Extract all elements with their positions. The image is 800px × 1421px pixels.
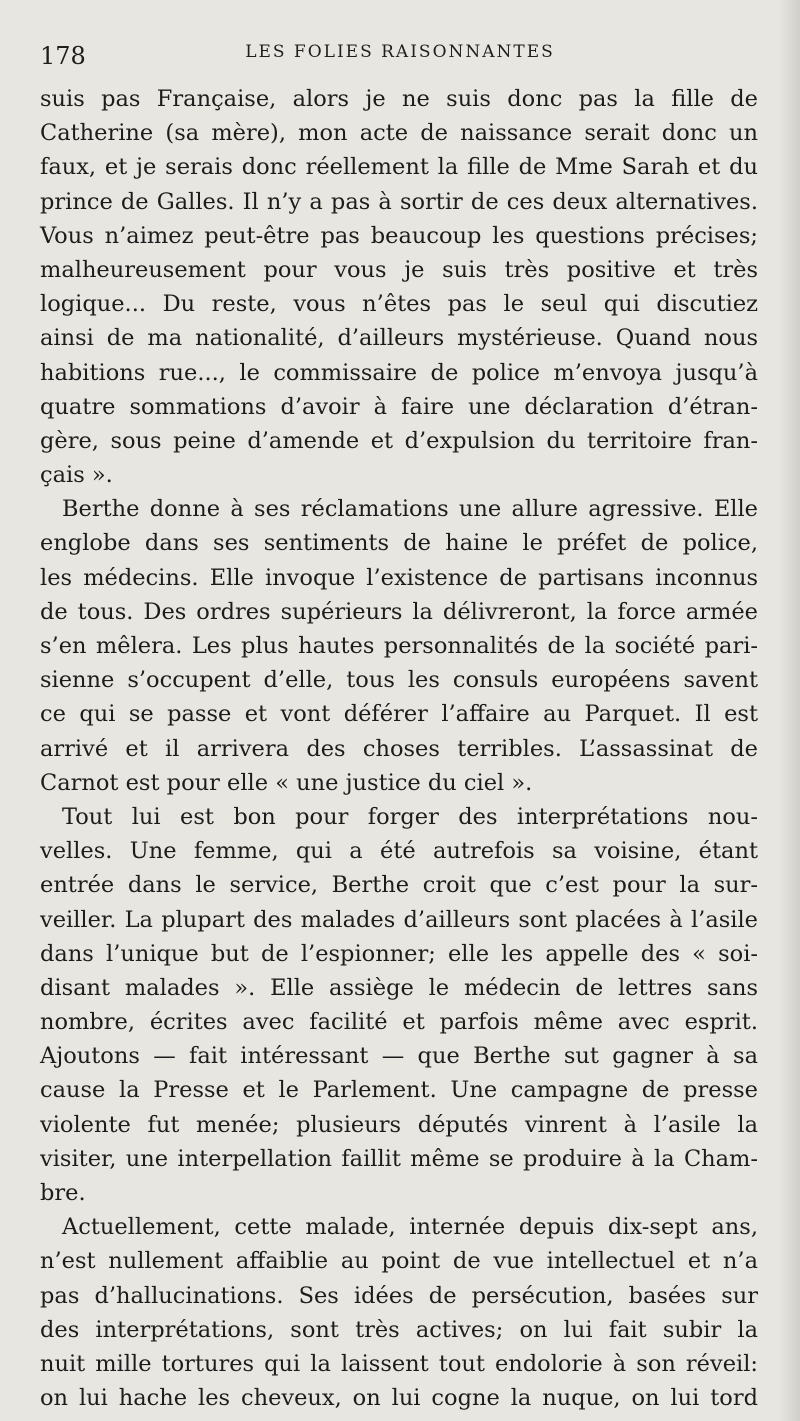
text-line: Tout lui est bon pour forger des interprétations nou- [62,803,758,830]
text-line: faux, et je serais donc réellement la fille de Mme Sarah et du [40,154,758,181]
text-line: pas d’hallucinations. Ses idées de persécution, basées sur [40,1282,758,1309]
paragraph [40,82,758,492]
text-line: Vous n’aimez peut-être pas beaucoup les questions précises; [40,222,758,249]
paragraph [40,1210,758,1415]
text-line: entrée dans le service, Berthe croit que c’est pour la sur- [40,872,758,899]
text-line: Ajoutons — fait intéressant — que Berthe sut gagner à sa [40,1043,758,1070]
paragraph [40,492,758,800]
text-line: englobe dans ses sentiments de haine le préfet de police, [40,530,758,557]
text-line: sienne s’occupent d’elle, tous les consuls européens savent [40,667,758,694]
body-text [40,82,758,1415]
text-line: cause la Presse et le Parlement. Une campagne de presse [40,1077,758,1104]
text-line: ce qui se passe et vont déférer l’affaire au Parquet. Il est [40,701,758,728]
paragraph [40,800,758,1210]
text-line: visiter, une interpellation faillit même se produire à la Cham- [40,1145,758,1172]
text-line: çais ». [40,462,113,489]
text-line: veiller. La plupart des malades d’ailleurs sont placées à l’asile [40,906,758,933]
text-line: logique... Du reste, vous n’êtes pas le seul qui discutiez [40,291,758,318]
text-line: on lui hache les cheveux, on lui cogne la nuque, on lui tord [40,1385,758,1412]
text-line: arrivé et il arrivera des choses terribles. L’assassinat de [40,735,758,762]
text-line: Actuellement, cette malade, internée depuis dix-sept ans, [62,1214,758,1241]
text-line: de tous. Des ordres supérieurs la délivreront, la force armée [40,598,758,625]
text-line: habitions rue..., le commissaire de police m’envoya jusqu’à [40,359,758,386]
running-head [40,36,760,70]
text-line: s’en mêlera. Les plus hautes personnalités de la société pari- [40,633,758,659]
text-line: quatre sommations d’avoir à faire une déclaration d’étran- [40,393,758,420]
text-line: suis pas Française, alors je ne suis donc pas la fille de [40,86,758,112]
page-number: 178 [40,42,86,70]
text-line: Carnot est pour elle « une justice du ciel ». [40,769,533,796]
text-line: violente fut menée; plusieurs députés vinrent à l’asile la [40,1111,758,1138]
text-line: gère, sous peine d’amende et d’expulsion du territoire fran- [40,427,758,454]
text-line: Catherine (sa mère), mon acte de naissance serait donc un [40,120,758,147]
text-line: malheureusement pour vous je suis très positive et très [40,256,758,283]
text-line: des interprétations, sont très actives; on lui fait subir la [40,1316,758,1343]
text-line: nuit mille tortures qui la laissent tout endolorie à son réveil: [40,1350,758,1377]
page-gutter-shadow [778,0,800,1421]
running-title: LES FOLIES RAISONNANTES [245,42,555,62]
text-line: nombre, écrites avec facilité et parfois même avec esprit. [40,1009,758,1036]
text-line: disant malades ». Elle assiège le médecin de lettres sans [40,974,758,1001]
text-line: ainsi de ma nationalité, d’ailleurs mystérieuse. Quand nous [40,325,758,352]
text-line: prince de Galles. Il n’y a pas à sortir de ces deux alternatives. [40,188,758,215]
text-line: bre. [40,1180,86,1206]
text-line: velles. Une femme, qui a été autrefois sa voisine, étant [40,838,758,865]
text-line: les médecins. Elle invoque l’existence de partisans inconnus [40,564,758,591]
text-line: Berthe donne à ses réclamations une allure agressive. Elle [62,496,758,523]
text-line: n’est nullement affaiblie au point de vue intellectuel et n’a [40,1248,758,1275]
text-line: dans l’unique but de l’espionner; elle les appelle des « soi- [40,940,758,967]
